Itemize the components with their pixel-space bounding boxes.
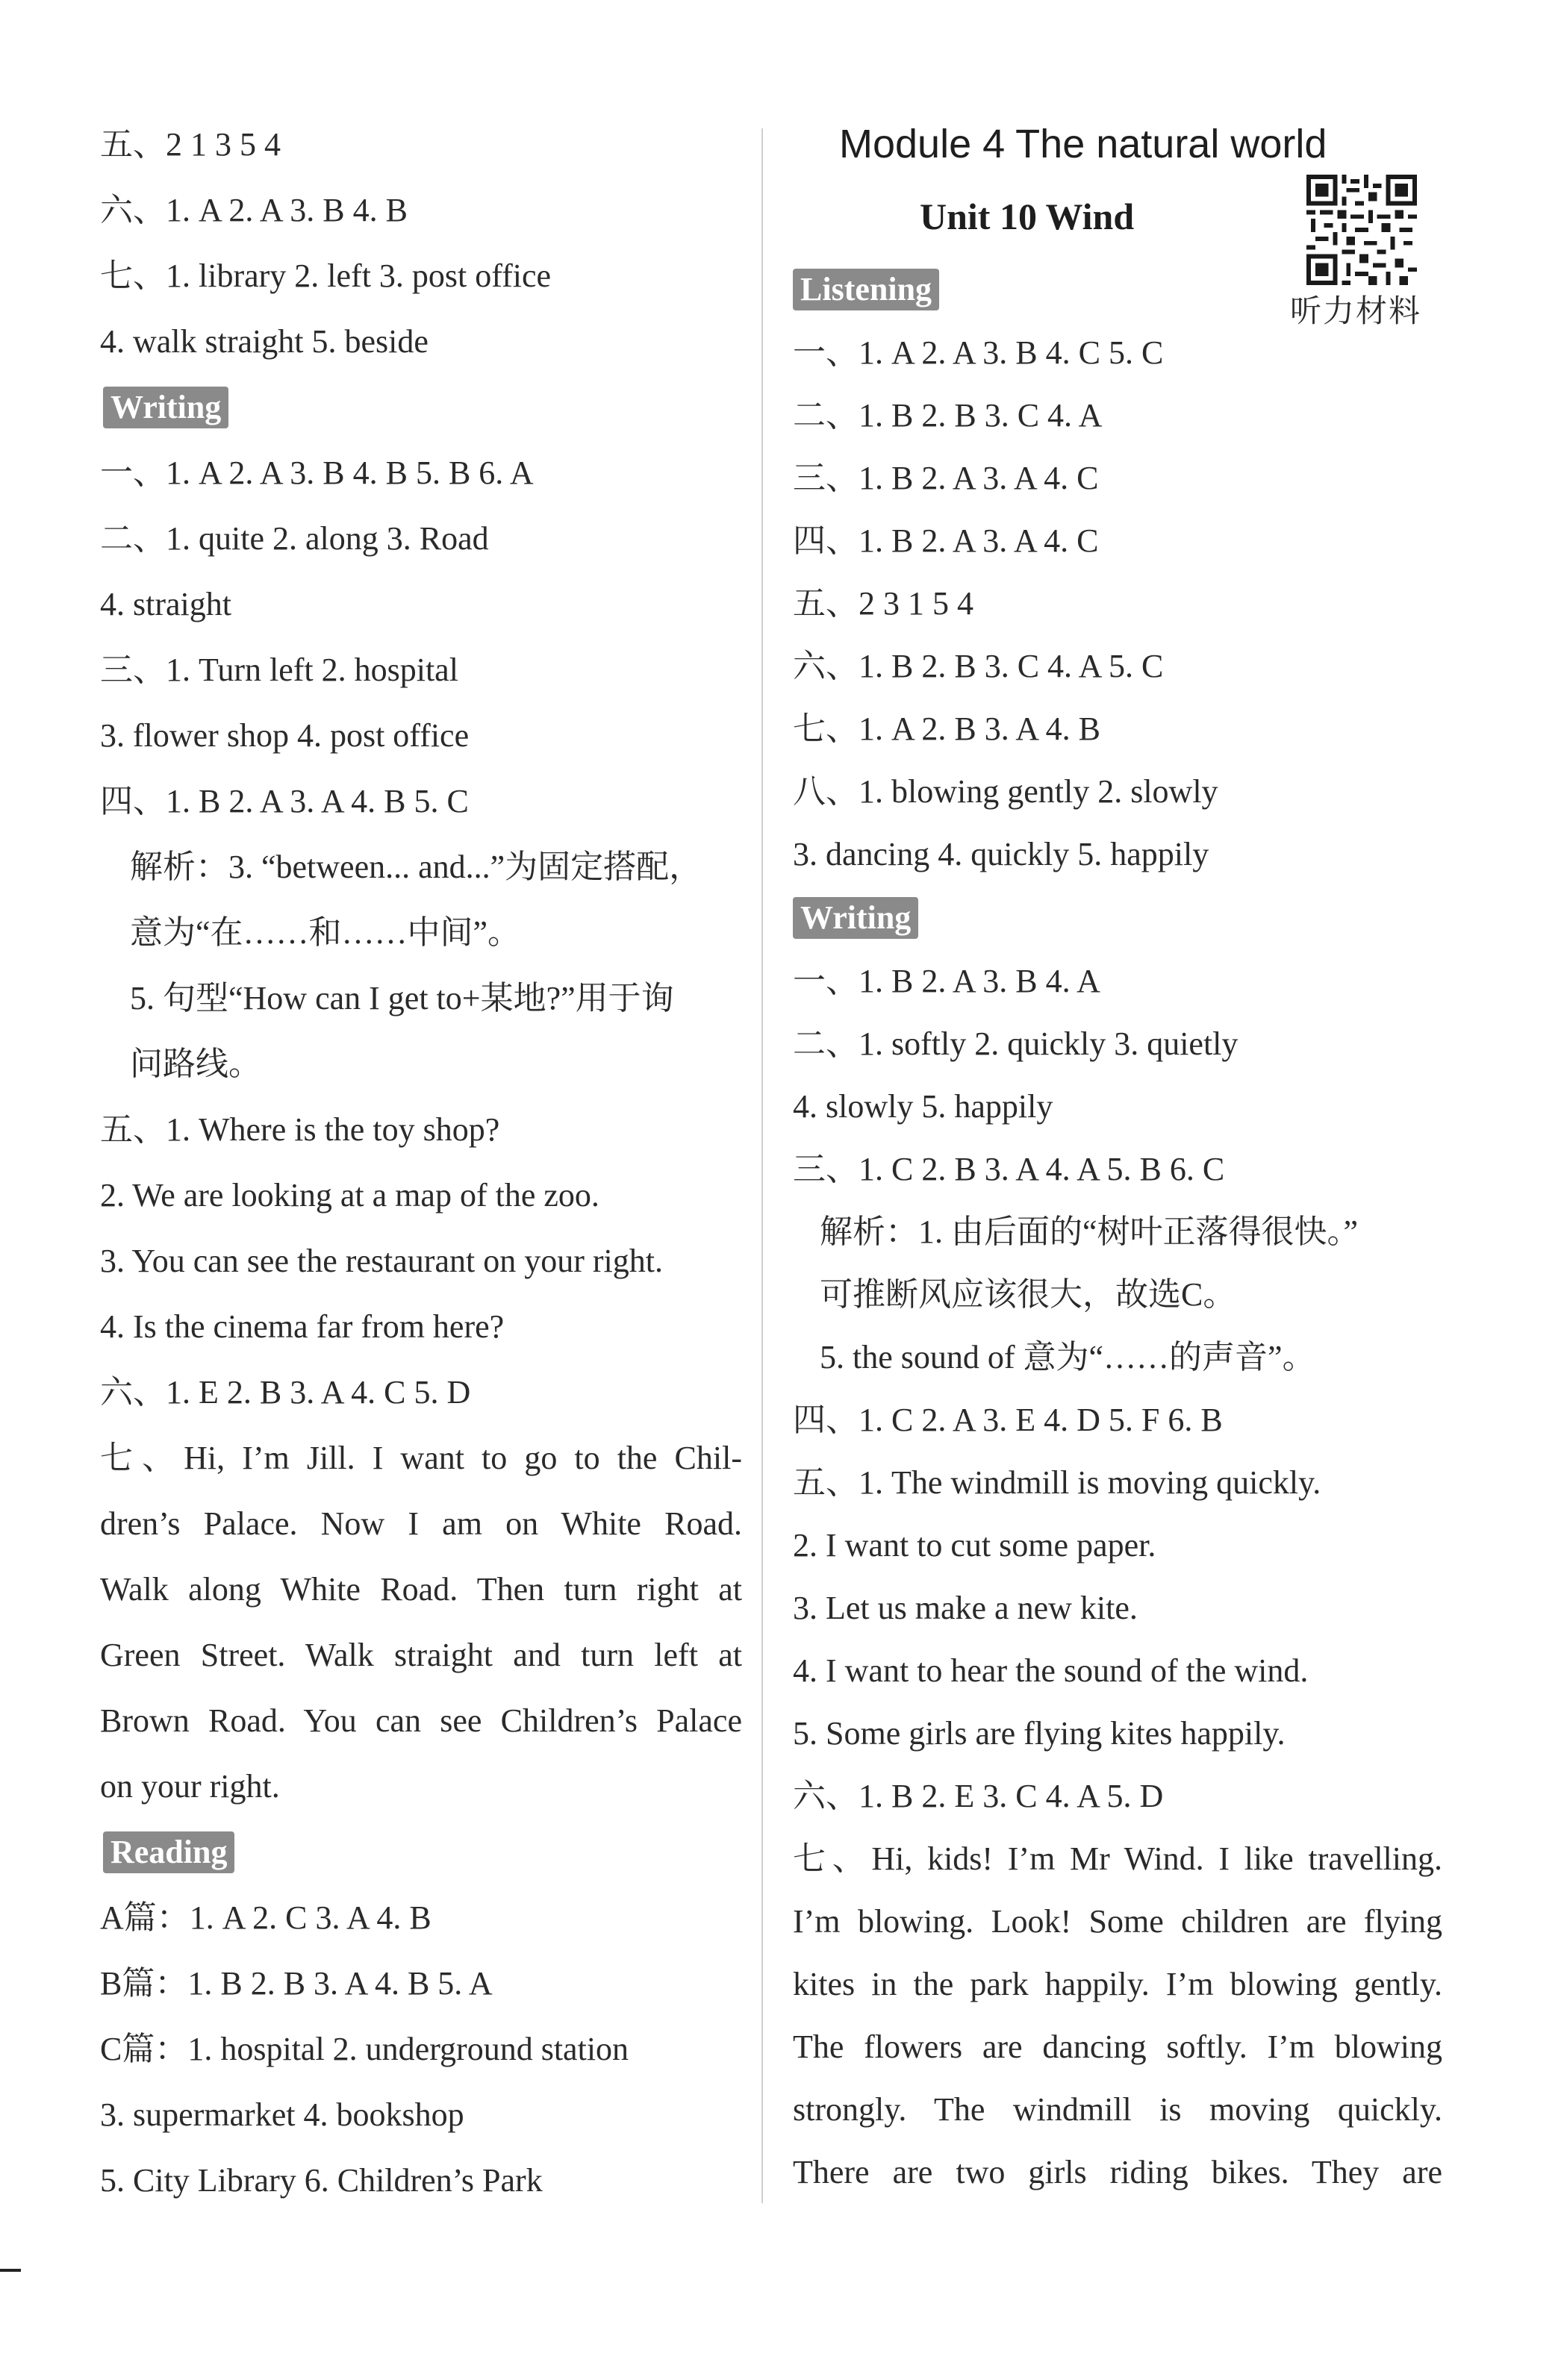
answer-line: 六、1. B 2. E 3. C 4. A 5. D xyxy=(793,1778,1164,1814)
answer-line: 3. flower shop 4. post office xyxy=(100,717,470,754)
explanation-line: 5. the sound of 意为“……的声音”。 xyxy=(820,1339,1315,1375)
passage-line: 七、Hi, I’m Jill. I want to go to the Chil- xyxy=(100,1440,742,1476)
answer-line: 2. We are looking at a map of the zoo. xyxy=(100,1177,599,1214)
section-badge-reading: Reading xyxy=(103,1831,234,1873)
explanation-line: 可推断风应该很大，故选C。 xyxy=(820,1276,1236,1313)
answer-line: 七、1. A 2. B 3. A 4. B xyxy=(793,710,1100,747)
answer-line: 3. Let us make a new kite. xyxy=(793,1590,1138,1626)
passage-line: Walk along White Road. Then turn right at xyxy=(100,1571,742,1608)
answer-line: 五、1. The windmill is moving quickly. xyxy=(793,1464,1321,1501)
section-badge-writing: Writing xyxy=(793,897,918,939)
answer-line: 四、1. C 2. A 3. E 4. D 5. F 6. B xyxy=(793,1402,1223,1438)
section-badge-listening: Listening xyxy=(793,269,939,310)
answer-line: 六、1. A 2. A 3. B 4. B xyxy=(100,192,408,228)
explanation-line: 解析：1. 由后面的“树叶正落得很快。” xyxy=(820,1214,1359,1250)
passage-line: strongly. The windmill is moving quickly. xyxy=(793,2091,1442,2128)
answer-line: C篇：1. hospital 2. underground station xyxy=(100,2031,629,2067)
passage-line: kites in the park happily. I’m blowing gently. xyxy=(793,1966,1442,2002)
passage-line: on your right. xyxy=(100,1768,280,1805)
passage-line: dren’s Palace. Now I am on White Road. xyxy=(100,1505,742,1542)
answer-line: 一、1. A 2. A 3. B 4. C 5. C xyxy=(793,334,1164,371)
passage-line: Brown Road. You can see Children’s Palace xyxy=(100,1702,742,1739)
column-divider xyxy=(761,128,763,2203)
answer-line: 六、1. E 2. B 3. A 4. C 5. D xyxy=(100,1374,471,1411)
passage-line: The flowers are dancing softly. I’m blowing xyxy=(793,2028,1442,2065)
answer-line: 4. I want to hear the sound of the wind. xyxy=(793,1652,1309,1689)
explanation-line: 解析：3. “between... and...”为固定搭配， xyxy=(130,849,702,885)
answer-line: 一、1. A 2. A 3. B 4. B 5. B 6. A xyxy=(100,455,534,491)
answer-line: 四、1. B 2. A 3. A 4. B 5. C xyxy=(100,783,469,819)
section-badge-writing: Writing xyxy=(103,387,228,428)
answer-line: 五、2 1 3 5 4 xyxy=(100,126,281,163)
answer-line: 4. walk straight 5. beside xyxy=(100,323,429,360)
answer-line: 3. You can see the restaurant on your right. xyxy=(100,1243,663,1279)
answer-line: 五、1. Where is the toy shop? xyxy=(100,1111,500,1148)
unit-title: Unit 10 Wind xyxy=(920,196,1135,237)
answer-line: 五、2 3 1 5 4 xyxy=(793,585,973,622)
answer-line: A篇：1. A 2. C 3. A 4. B xyxy=(100,1899,431,1936)
explanation-line: 问路线。 xyxy=(130,1046,261,1082)
answer-line: 三、1. B 2. A 3. A 4. C xyxy=(793,460,1099,496)
answer-line: 六、1. B 2. B 3. C 4. A 5. C xyxy=(793,648,1164,684)
answer-line: B篇：1. B 2. B 3. A 4. B 5. A xyxy=(100,1965,493,2002)
passage-line: There are two girls riding bikes. They are xyxy=(793,2154,1442,2190)
answer-line: 三、1. C 2. B 3. A 4. A 5. B 6. C xyxy=(793,1151,1225,1187)
answer-line: 二、1. softly 2. quickly 3. quietly xyxy=(793,1025,1239,1062)
answer-line: 一、1. B 2. A 3. B 4. A xyxy=(793,963,1100,999)
qr-caption: 听力材料 xyxy=(1290,295,1422,329)
answer-line: 5. Some girls are flying kites happily. xyxy=(793,1715,1286,1752)
answer-line: 4. slowly 5. happily xyxy=(793,1088,1053,1125)
explanation-line: 5. 句型“How can I get to+某地?”用于询 xyxy=(130,980,674,1016)
answer-line: 2. I want to cut some paper. xyxy=(793,1527,1156,1564)
answer-line: 七、1. library 2. left 3. post office xyxy=(100,257,552,294)
answer-line: 八、1. blowing gently 2. slowly xyxy=(793,773,1218,810)
answer-line: 3. supermarket 4. bookshop xyxy=(100,2096,464,2133)
answer-line: 三、1. Turn left 2. hospital xyxy=(100,652,458,688)
answer-line: 5. City Library 6. Children’s Park xyxy=(100,2162,543,2199)
answer-line: 四、1. B 2. A 3. A 4. C xyxy=(793,522,1099,559)
passage-line: 七、Hi, kids! I’m Mr Wind. I like travelling. xyxy=(793,1840,1442,1877)
answer-line: 3. dancing 4. quickly 5. happily xyxy=(793,836,1209,872)
module-title: Module 4 The natural world xyxy=(839,122,1327,166)
answer-line: 二、1. quite 2. along 3. Road xyxy=(100,520,489,557)
passage-line: I’m blowing. Look! Some children are flying xyxy=(793,1903,1442,1940)
answer-line: 4. straight xyxy=(100,586,231,622)
page-edge-mark xyxy=(0,2269,21,2272)
answer-line: 4. Is the cinema far from here? xyxy=(100,1308,505,1345)
explanation-line: 意为“在……和……中间”。 xyxy=(130,914,521,951)
passage-line: Green Street. Walk straight and turn left at xyxy=(100,1637,742,1673)
qr-code-icon xyxy=(1306,175,1417,285)
answer-line: 二、1. B 2. B 3. C 4. A xyxy=(793,397,1103,434)
